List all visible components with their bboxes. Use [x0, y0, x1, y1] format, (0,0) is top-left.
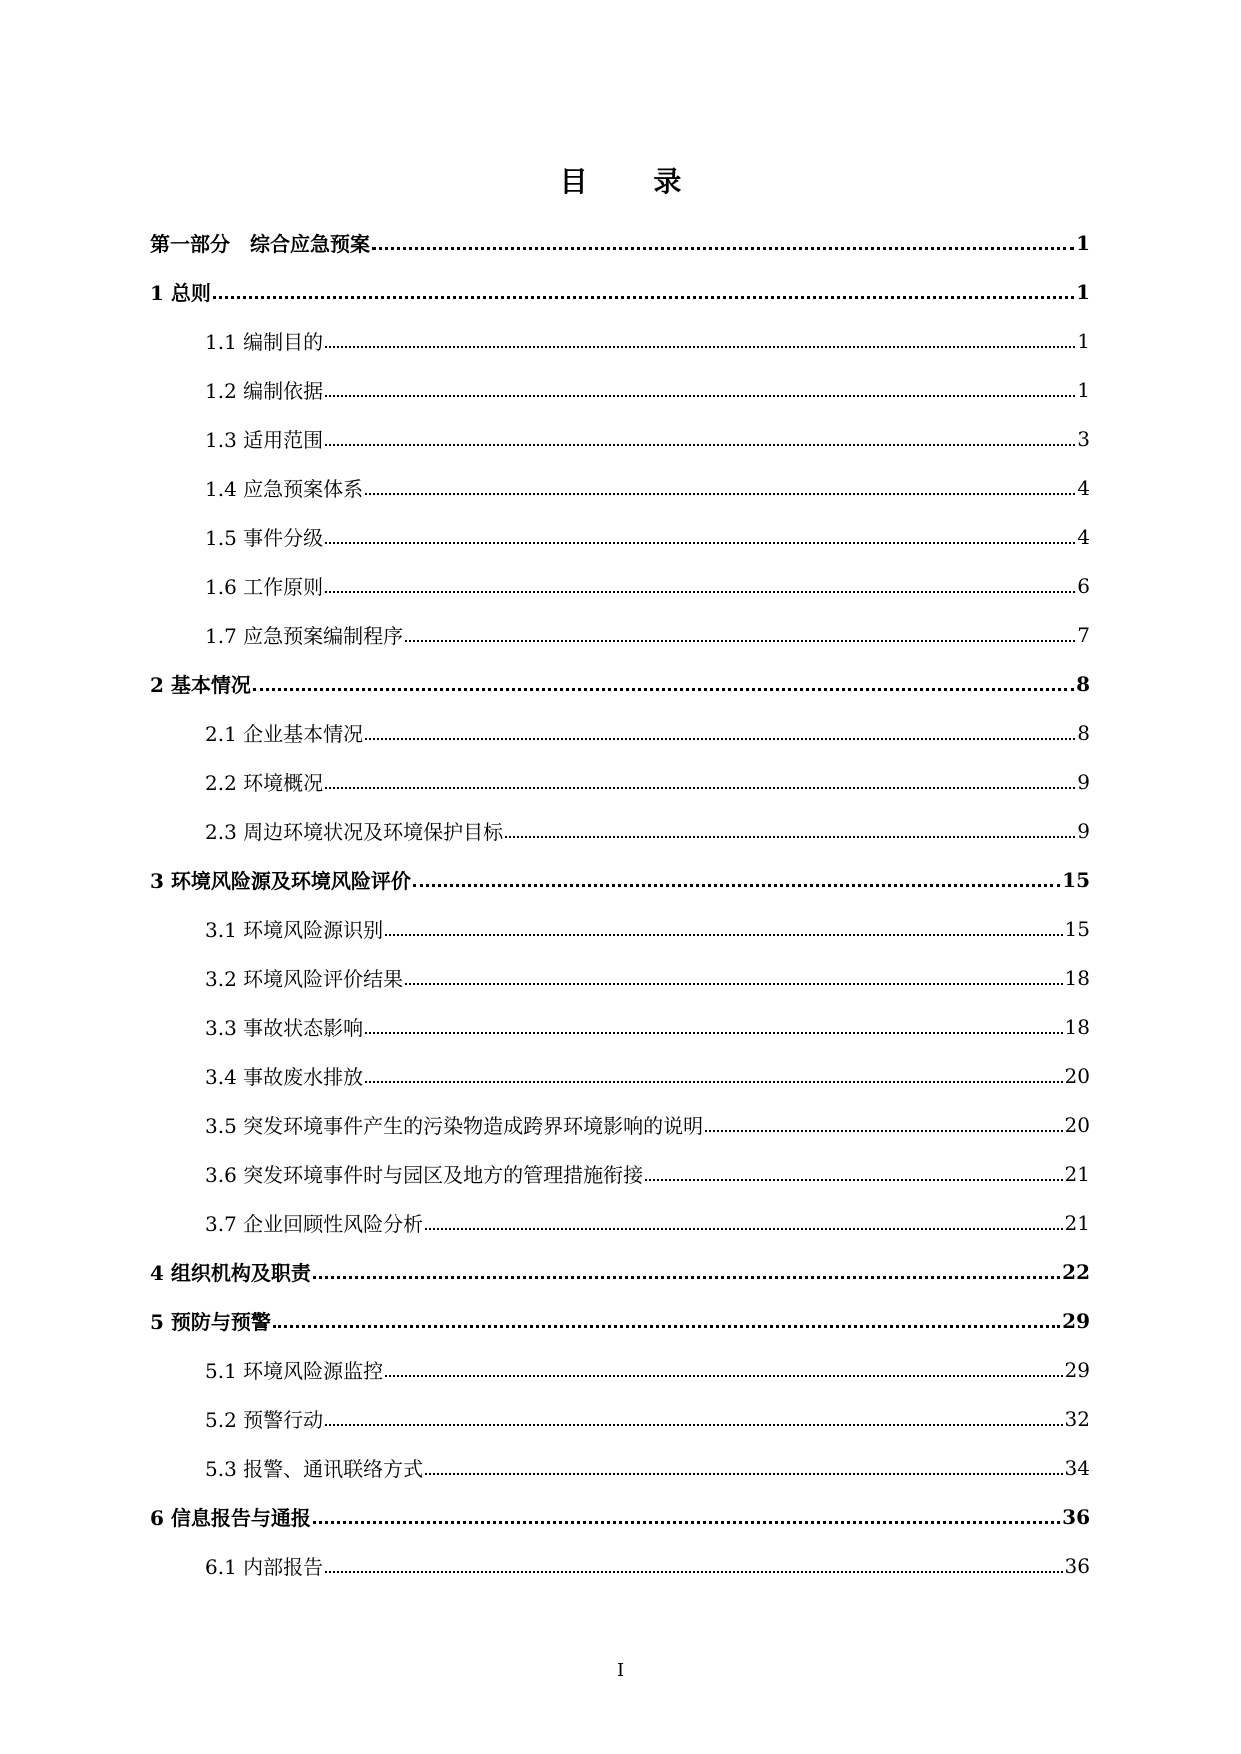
- toc-entry-label: 5.1 环境风险源监控: [205, 1359, 384, 1383]
- toc-entry-label: 1.6 工作原则: [205, 575, 324, 599]
- toc-section-entry[interactable]: [150, 1394, 1090, 1443]
- toc-section-entry[interactable]: [150, 463, 1090, 512]
- toc-dot-leader: [313, 1276, 1060, 1279]
- toc-section-entry[interactable]: [150, 904, 1090, 953]
- toc-entry-label: 1.1 编制目的: [205, 330, 324, 354]
- toc-dot-leader: [325, 395, 1075, 397]
- toc-entry-page: 8: [1076, 671, 1090, 696]
- toc-entry-label: 6 信息报告与通报: [150, 1506, 311, 1530]
- toc-chapter-entry[interactable]: [150, 1492, 1090, 1541]
- toc-dot-leader: [325, 346, 1075, 348]
- toc-entry-page: 36: [1064, 1553, 1090, 1578]
- toc-dot-leader: [273, 1325, 1060, 1328]
- toc-dot-leader: [385, 1375, 1062, 1377]
- toc-dot-leader: [505, 836, 1075, 838]
- toc-entry-page: 21: [1064, 1210, 1090, 1235]
- toc-entry-label: 第一部分 综合应急预案: [150, 232, 370, 256]
- toc-entry-label: 3.1 环境风险源识别: [205, 918, 384, 942]
- toc-entry-label: 1 总则: [150, 281, 211, 305]
- toc-entry-label: 5 预防与预警: [150, 1310, 271, 1334]
- toc-section-entry[interactable]: [150, 1345, 1090, 1394]
- toc-dot-leader: [213, 296, 1074, 299]
- toc-section-entry[interactable]: [150, 316, 1090, 365]
- toc-dot-leader: [325, 444, 1075, 446]
- toc-entry-page: 4: [1077, 524, 1090, 549]
- toc-section-entry[interactable]: [150, 1100, 1090, 1149]
- toc-entry-label: 2.1 企业基本情况: [205, 722, 364, 746]
- toc-entry-label: 1.2 编制依据: [205, 379, 324, 403]
- toc-entry-label: 3.2 环境风险评价结果: [205, 967, 404, 991]
- toc-section-entry[interactable]: [150, 1443, 1090, 1492]
- toc-entry-page: 15: [1062, 867, 1090, 892]
- toc-dot-leader: [385, 934, 1062, 936]
- toc-entry-label: 3.4 事故废水排放: [205, 1065, 364, 1089]
- toc-section-entry[interactable]: [150, 610, 1090, 659]
- toc-entry-page: 9: [1077, 818, 1090, 843]
- toc-dot-leader: [645, 1179, 1062, 1181]
- toc-entry-label: 1.4 应急预案体系: [205, 477, 364, 501]
- toc-dot-leader: [365, 1032, 1062, 1034]
- toc-entry-page: 36: [1062, 1504, 1090, 1529]
- toc-dot-leader: [405, 983, 1062, 985]
- toc-chapter-entry[interactable]: [150, 659, 1090, 708]
- toc-section-entry[interactable]: [150, 512, 1090, 561]
- toc-entry-page: 4: [1077, 475, 1090, 500]
- toc-chapter-entry[interactable]: [150, 1296, 1090, 1345]
- toc-entry-label: 1.5 事件分级: [205, 526, 324, 550]
- toc-dot-leader: [405, 640, 1075, 642]
- toc-entry-page: 22: [1062, 1259, 1090, 1284]
- toc-dot-leader: [425, 1473, 1062, 1475]
- toc-dot-leader: [372, 247, 1074, 250]
- toc-chapter-entry[interactable]: [150, 267, 1090, 316]
- toc-entry-page: 15: [1064, 916, 1090, 941]
- toc-dot-leader: [705, 1130, 1062, 1132]
- toc-section-entry[interactable]: [150, 1198, 1090, 1247]
- toc-section-entry[interactable]: [150, 708, 1090, 757]
- toc-dot-leader: [413, 884, 1060, 887]
- toc-dot-leader: [325, 1571, 1062, 1573]
- toc-dot-leader: [325, 787, 1075, 789]
- toc-dot-leader: [365, 1081, 1062, 1083]
- toc-dot-leader: [325, 591, 1075, 593]
- toc-entry-page: 1: [1077, 328, 1090, 353]
- toc-entry-label: 2 基本情况: [150, 673, 251, 697]
- toc-section-entry[interactable]: [150, 953, 1090, 1002]
- toc-section-entry[interactable]: [150, 1541, 1090, 1590]
- toc-dot-leader: [253, 688, 1074, 691]
- toc-entry-label: 4 组织机构及职责: [150, 1261, 311, 1285]
- toc-entry-page: 20: [1064, 1112, 1090, 1137]
- toc-section-entry[interactable]: [150, 1149, 1090, 1198]
- toc-entry-page: 7: [1077, 622, 1090, 647]
- toc-entry-label: 5.3 报警、通讯联络方式: [205, 1457, 424, 1481]
- toc-entry-page: 20: [1064, 1063, 1090, 1088]
- toc-dot-leader: [365, 738, 1075, 740]
- toc-entry-page: 21: [1064, 1161, 1090, 1186]
- toc-entry-label: 5.2 预警行动: [205, 1408, 324, 1432]
- toc-entry-label: 3.3 事故状态影响: [205, 1016, 364, 1040]
- toc-dot-leader: [425, 1228, 1062, 1230]
- toc-section-entry[interactable]: [150, 757, 1090, 806]
- toc-entry-label: 3.7 企业回顾性风险分析: [205, 1212, 424, 1236]
- toc-entry-page: 29: [1064, 1357, 1090, 1382]
- toc-entry-label: 2.3 周边环境状况及环境保护目标: [205, 820, 504, 844]
- toc-entry-page: 18: [1064, 965, 1090, 990]
- toc-entry-label: 3.5 突发环境事件产生的污染物造成跨界环境影响的说明: [205, 1114, 704, 1138]
- toc-entry-page: 29: [1062, 1308, 1090, 1333]
- toc-entry-page: 9: [1077, 769, 1090, 794]
- toc-section-entry[interactable]: [150, 561, 1090, 610]
- toc-entry-label: 6.1 内部报告: [205, 1555, 324, 1579]
- toc-entry-page: 8: [1077, 720, 1090, 745]
- page-number: I: [616, 1660, 625, 1681]
- table-of-contents: [150, 218, 1090, 1590]
- toc-entry-page: 34: [1064, 1455, 1090, 1480]
- toc-dot-leader: [313, 1521, 1060, 1524]
- toc-section-entry[interactable]: [150, 1051, 1090, 1100]
- toc-section-entry[interactable]: [150, 414, 1090, 463]
- toc-entry-page: 1: [1076, 279, 1090, 304]
- toc-entry-label: 3.6 突发环境事件时与园区及地方的管理措施衔接: [205, 1163, 644, 1187]
- toc-entry-page: 32: [1064, 1406, 1090, 1431]
- toc-entry-label: 1.3 适用范围: [205, 428, 324, 452]
- toc-entry-page: 6: [1077, 573, 1090, 598]
- toc-section-entry[interactable]: [150, 1002, 1090, 1051]
- toc-entry-page: 1: [1076, 230, 1090, 255]
- toc-dot-leader: [325, 542, 1075, 544]
- toc-entry-page: 3: [1077, 426, 1090, 451]
- toc-chapter-entry[interactable]: [150, 855, 1090, 904]
- toc-entry-label: 2.2 环境概况: [205, 771, 324, 795]
- toc-section-entry[interactable]: [150, 806, 1090, 855]
- toc-entry-label: 3 环境风险源及环境风险评价: [150, 869, 411, 893]
- toc-entry-label: 1.7 应急预案编制程序: [205, 624, 404, 648]
- toc-entry-page: 18: [1064, 1014, 1090, 1039]
- toc-section-entry[interactable]: [150, 365, 1090, 414]
- toc-chapter-entry[interactable]: [150, 218, 1090, 267]
- page-title: 目 录: [559, 165, 710, 198]
- toc-chapter-entry[interactable]: [150, 1247, 1090, 1296]
- toc-entry-page: 1: [1077, 377, 1090, 402]
- toc-dot-leader: [325, 1424, 1062, 1426]
- toc-dot-leader: [365, 493, 1075, 495]
